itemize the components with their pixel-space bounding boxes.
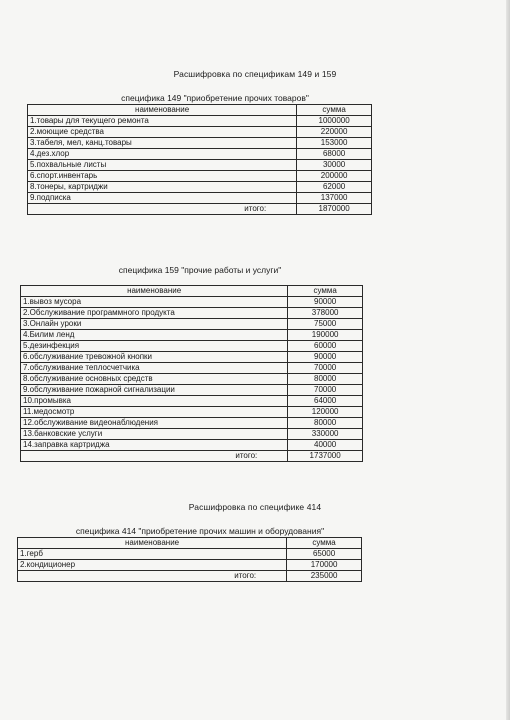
row-name: 12.обслуживание видеонаблюдения <box>21 418 288 429</box>
table-row <box>28 138 372 149</box>
table-row <box>21 374 363 385</box>
total-sum: 235000 <box>287 571 362 582</box>
row-name: 7.обслуживание теплосчетчика <box>21 363 288 374</box>
header-name: наименование <box>28 105 297 116</box>
total-label: итого: <box>28 204 297 215</box>
row-sum: 80000 <box>288 418 363 429</box>
row-name: 3.Онлайн уроки <box>21 319 288 330</box>
row-sum: 65000 <box>287 549 362 560</box>
row-name: 2.Обслуживание программного продукта <box>21 308 288 319</box>
total-row <box>21 451 363 462</box>
row-sum: 60000 <box>288 341 363 352</box>
spec159-title: специфика 159 "прочие работы и услуги" <box>118 265 282 275</box>
table-header-row <box>28 105 372 116</box>
row-name: 2.кондиционер <box>18 560 287 571</box>
row-sum: 90000 <box>288 352 363 363</box>
row-name: 10.промывка <box>21 396 288 407</box>
row-sum: 40000 <box>288 440 363 451</box>
row-sum: 137000 <box>297 193 372 204</box>
row-name: 13.банковские услуги <box>21 429 288 440</box>
table-row <box>28 160 372 171</box>
row-sum: 153000 <box>297 138 372 149</box>
row-name: 1.герб <box>18 549 287 560</box>
table-row <box>21 363 363 374</box>
row-sum: 120000 <box>288 407 363 418</box>
row-name: 6.обслуживание тревожной кнопки <box>21 352 288 363</box>
row-sum: 80000 <box>288 374 363 385</box>
row-name: 8.обслуживание основных средств <box>21 374 288 385</box>
table-row <box>21 396 363 407</box>
header-name: наименование <box>21 286 288 297</box>
total-label: итого: <box>18 571 287 582</box>
row-name: 1.товары для текущего ремонта <box>28 116 297 127</box>
row-name: 6.спорт.инвентарь <box>28 171 297 182</box>
row-sum: 30000 <box>297 160 372 171</box>
spec159-table <box>20 285 363 462</box>
row-name: 14.заправка картриджа <box>21 440 288 451</box>
table-row <box>28 127 372 138</box>
row-name: 1.вывоз мусора <box>21 297 288 308</box>
heading-149-159: Расшифровка по спецификам 149 и 159 <box>173 69 337 79</box>
total-sum: 1737000 <box>288 451 363 462</box>
row-sum: 90000 <box>288 297 363 308</box>
row-name: 2.моющие средства <box>28 127 297 138</box>
page-edge <box>506 0 510 720</box>
row-sum: 220000 <box>297 127 372 138</box>
spec414-table <box>17 537 362 582</box>
table-row <box>21 341 363 352</box>
table-row <box>28 149 372 160</box>
row-sum: 378000 <box>288 308 363 319</box>
table-row <box>28 182 372 193</box>
table-row <box>28 116 372 127</box>
header-sum: сумма <box>287 538 362 549</box>
row-name: 5.дезинфекция <box>21 341 288 352</box>
row-name: 4.Билим ленд <box>21 330 288 341</box>
row-sum: 190000 <box>288 330 363 341</box>
row-sum: 170000 <box>287 560 362 571</box>
table-row <box>28 171 372 182</box>
table-row <box>18 549 362 560</box>
table-row <box>21 385 363 396</box>
total-row <box>28 204 372 215</box>
row-name: 9.обслуживание пожарной сигнализации <box>21 385 288 396</box>
row-sum: 68000 <box>297 149 372 160</box>
table-row <box>21 407 363 418</box>
row-sum: 330000 <box>288 429 363 440</box>
table-row <box>18 560 362 571</box>
table-row <box>21 330 363 341</box>
header-sum: сумма <box>288 286 363 297</box>
spec149-table <box>27 104 372 215</box>
row-name: 9.подписка <box>28 193 297 204</box>
table-row <box>21 440 363 451</box>
total-sum: 1870000 <box>297 204 372 215</box>
spec149-title: специфика 149 "приобретение прочих товаров" <box>121 93 309 103</box>
row-name: 3.табеля, мел, канц.товары <box>28 138 297 149</box>
total-label: итого: <box>21 451 288 462</box>
row-name: 4.дез.хлор <box>28 149 297 160</box>
row-sum: 62000 <box>297 182 372 193</box>
row-sum: 200000 <box>297 171 372 182</box>
row-sum: 70000 <box>288 363 363 374</box>
row-sum: 1000000 <box>297 116 372 127</box>
row-name: 5.похвальные листы <box>28 160 297 171</box>
table-row <box>21 429 363 440</box>
table-row <box>21 297 363 308</box>
row-name: 11.медосмотр <box>21 407 288 418</box>
row-sum: 75000 <box>288 319 363 330</box>
spec414-title: специфика 414 "приобретение прочих машин и оборудования" <box>75 526 325 536</box>
table-row <box>21 418 363 429</box>
total-row <box>18 571 362 582</box>
header-name: наименование <box>18 538 287 549</box>
heading-414: Расшифровка по специфике 414 <box>188 502 322 512</box>
table-header-row <box>21 286 363 297</box>
table-row <box>28 193 372 204</box>
table-header-row <box>18 538 362 549</box>
table-row <box>21 352 363 363</box>
table-row <box>21 319 363 330</box>
row-sum: 64000 <box>288 396 363 407</box>
row-sum: 70000 <box>288 385 363 396</box>
table-row <box>21 308 363 319</box>
row-name: 8.тонеры, картриджи <box>28 182 297 193</box>
header-sum: сумма <box>297 105 372 116</box>
